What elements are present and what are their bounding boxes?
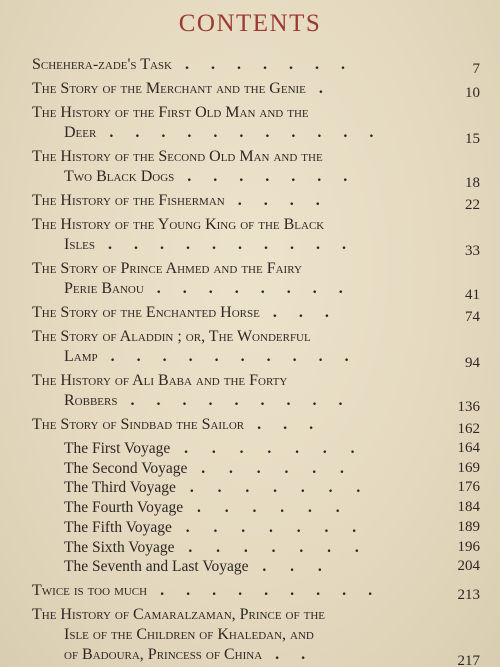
toc-entry — [32, 371, 480, 415]
entry-title-text: The History of Camaralzaman, Prince of the — [32, 605, 325, 623]
dot-leader: . — [305, 80, 332, 97]
dot-leader: . . — [262, 645, 315, 663]
entry-title-text: The History of the First Old Man and the — [32, 104, 309, 121]
dot-leader: . . . . . . . . . — [147, 581, 382, 599]
toc-entry — [32, 103, 480, 147]
entry-title-text: Schehera-zade's Task — [32, 56, 172, 73]
main-entries — [32, 55, 480, 435]
entry-title-text: Two Black Dogs — [64, 168, 175, 185]
entry-title-line — [32, 167, 480, 187]
entry-title-line — [32, 123, 480, 143]
sindbad-voyages — [32, 439, 480, 577]
page-number: 189 — [457, 518, 480, 535]
dot-leader: . . . . . . . . — [143, 280, 352, 297]
page-number: 94 — [465, 355, 480, 371]
entry-title-text: Robbers — [64, 392, 118, 409]
entry-title-line — [32, 191, 480, 211]
toc-entry — [32, 327, 480, 371]
voyage-title: The Fourth Voyage — [64, 499, 184, 517]
dot-leader: . . . . . . . — [171, 518, 367, 536]
entry-title-line — [32, 235, 480, 255]
dot-leader: . . . . . . . . . . — [95, 236, 356, 253]
page-number: 74 — [465, 309, 480, 325]
voyage-title: The Second Voyage — [64, 459, 188, 477]
entry-title-line — [32, 55, 480, 75]
entry-title-text: Isle of the Children of Khaledan, and — [64, 625, 314, 643]
dot-leader: . . . . . . . — [172, 56, 354, 73]
voyage-entry — [32, 478, 480, 498]
toc-entry — [32, 215, 480, 259]
page-number: 196 — [457, 538, 480, 555]
dot-leader: . . . . . . . . . . — [97, 348, 358, 365]
dot-leader: . . . . . . . . . — [117, 392, 352, 409]
voyage-entry — [32, 498, 480, 518]
toc-entry — [32, 581, 480, 601]
entry-title-text: Deer — [64, 124, 97, 141]
entry-title-text: Lamp — [64, 348, 98, 365]
voyage-entry — [32, 538, 480, 558]
entry-title-line — [32, 581, 480, 601]
entry-title-text: The Story of Sindbad the Sailor — [32, 416, 245, 433]
voyage-title: The Fifth Voyage — [64, 518, 172, 536]
toc-entry — [32, 605, 480, 665]
toc-entry — [32, 259, 480, 303]
entry-title-text: Perie Banou — [64, 280, 144, 297]
entry-title-line — [32, 415, 480, 435]
page-number: 10 — [465, 85, 480, 101]
dot-leader: . . . . . . . . . . . — [96, 124, 383, 141]
entry-title-line — [32, 347, 480, 367]
entry-title-line — [32, 371, 480, 391]
page-number: 213 — [457, 586, 480, 603]
entry-title-line — [32, 605, 480, 625]
voyage-entry — [32, 557, 480, 577]
page-number: 41 — [465, 287, 480, 303]
entry-title-text: of Badoura, Princess of China — [64, 645, 263, 663]
page-number: 162 — [457, 421, 480, 437]
voyage-entry — [32, 439, 480, 459]
voyage-entry — [32, 459, 480, 479]
page-number: 22 — [465, 197, 480, 213]
entry-title-text: The History of the Young King of the Black — [32, 216, 325, 233]
dot-leader: . . . — [248, 558, 332, 576]
entry-title-line — [32, 303, 480, 323]
page-number: 7 — [472, 61, 480, 77]
page-number: 18 — [465, 175, 480, 191]
entry-title-text: The History of Ali Baba and the Forty — [32, 372, 288, 389]
toc-entry — [32, 79, 480, 99]
toc-entry — [32, 191, 480, 211]
toc-entry — [32, 55, 480, 75]
entry-title-text: The History of the Fisherman — [32, 192, 225, 209]
page-title: CONTENTS — [178, 10, 322, 37]
entry-title-line — [32, 625, 480, 645]
voyage-title: The Third Voyage — [64, 479, 176, 497]
entry-title-text: The Story of Aladdin ; or, The Wonderful — [32, 328, 311, 345]
entry-title-text: Twice is too much — [32, 581, 148, 599]
dot-leader: . . . — [259, 304, 338, 321]
page-number: 217 — [457, 652, 480, 667]
entry-title-text: The Story of the Merchant and the Genie — [32, 80, 306, 97]
entry-title-line — [32, 327, 480, 347]
dot-leader: . . . — [244, 416, 323, 433]
table-of-contents — [32, 55, 480, 667]
voyage-entry — [32, 518, 480, 538]
voyage-title: The Seventh and Last Voyage — [64, 558, 249, 576]
entry-title-line — [32, 103, 480, 123]
entry-title-text: The Story of Prince Ahmed and the Fairy — [32, 260, 302, 277]
toc-entry — [32, 415, 480, 435]
dot-leader: . . . . . . . — [170, 440, 365, 457]
page-number: 184 — [457, 499, 480, 516]
page-number: 176 — [457, 479, 480, 496]
dot-leader: . . . . — [224, 192, 329, 209]
entry-title-line — [32, 391, 480, 411]
entry-title-line — [32, 79, 480, 99]
dot-leader: . . . . . . . — [174, 538, 369, 556]
page-number: 164 — [457, 440, 480, 456]
entry-title-line — [32, 147, 480, 167]
entry-title-line — [32, 259, 480, 279]
dot-leader: . . . . . . — [187, 459, 354, 477]
page-number: 169 — [457, 459, 480, 476]
page-number: 33 — [465, 243, 480, 259]
page-number: 136 — [457, 399, 480, 415]
dot-leader: . . . . . . — [183, 499, 350, 517]
dot-leader: . . . . . . . — [175, 479, 371, 497]
dot-leader: . . . . . . . — [174, 168, 357, 185]
entry-title-text: The History of the Second Old Man and the — [32, 148, 323, 165]
page-number: 15 — [465, 131, 480, 147]
tail-entries — [32, 581, 480, 665]
toc-entry — [32, 147, 480, 191]
voyage-title: The First Voyage — [64, 440, 171, 457]
entry-title-text: The Story of the Enchanted Horse — [32, 304, 260, 321]
page-number: 204 — [457, 558, 480, 575]
entry-title-line — [32, 215, 480, 235]
toc-entry — [32, 303, 480, 323]
entry-title-line — [32, 645, 480, 665]
entry-title-line — [32, 279, 480, 299]
voyage-title: The Sixth Voyage — [64, 538, 175, 556]
entry-title-text: Isles — [64, 236, 96, 253]
